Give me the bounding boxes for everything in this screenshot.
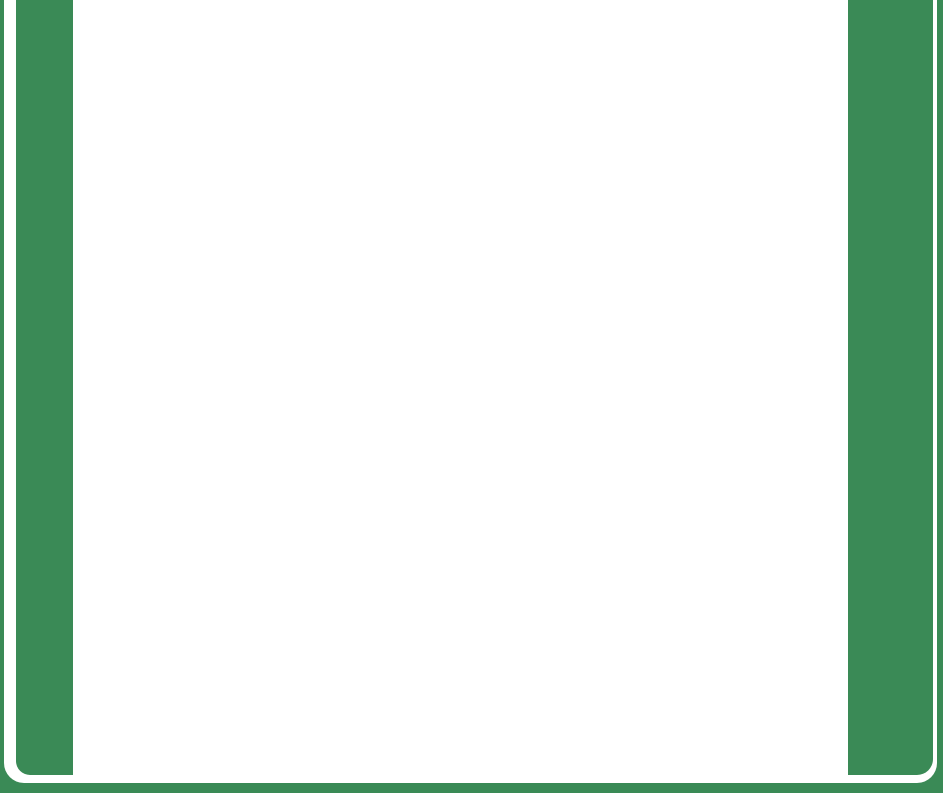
benefit-values (848, 0, 933, 775)
group-label (16, 0, 73, 775)
group-label-column (16, 0, 73, 775)
service-card (4, 0, 937, 783)
